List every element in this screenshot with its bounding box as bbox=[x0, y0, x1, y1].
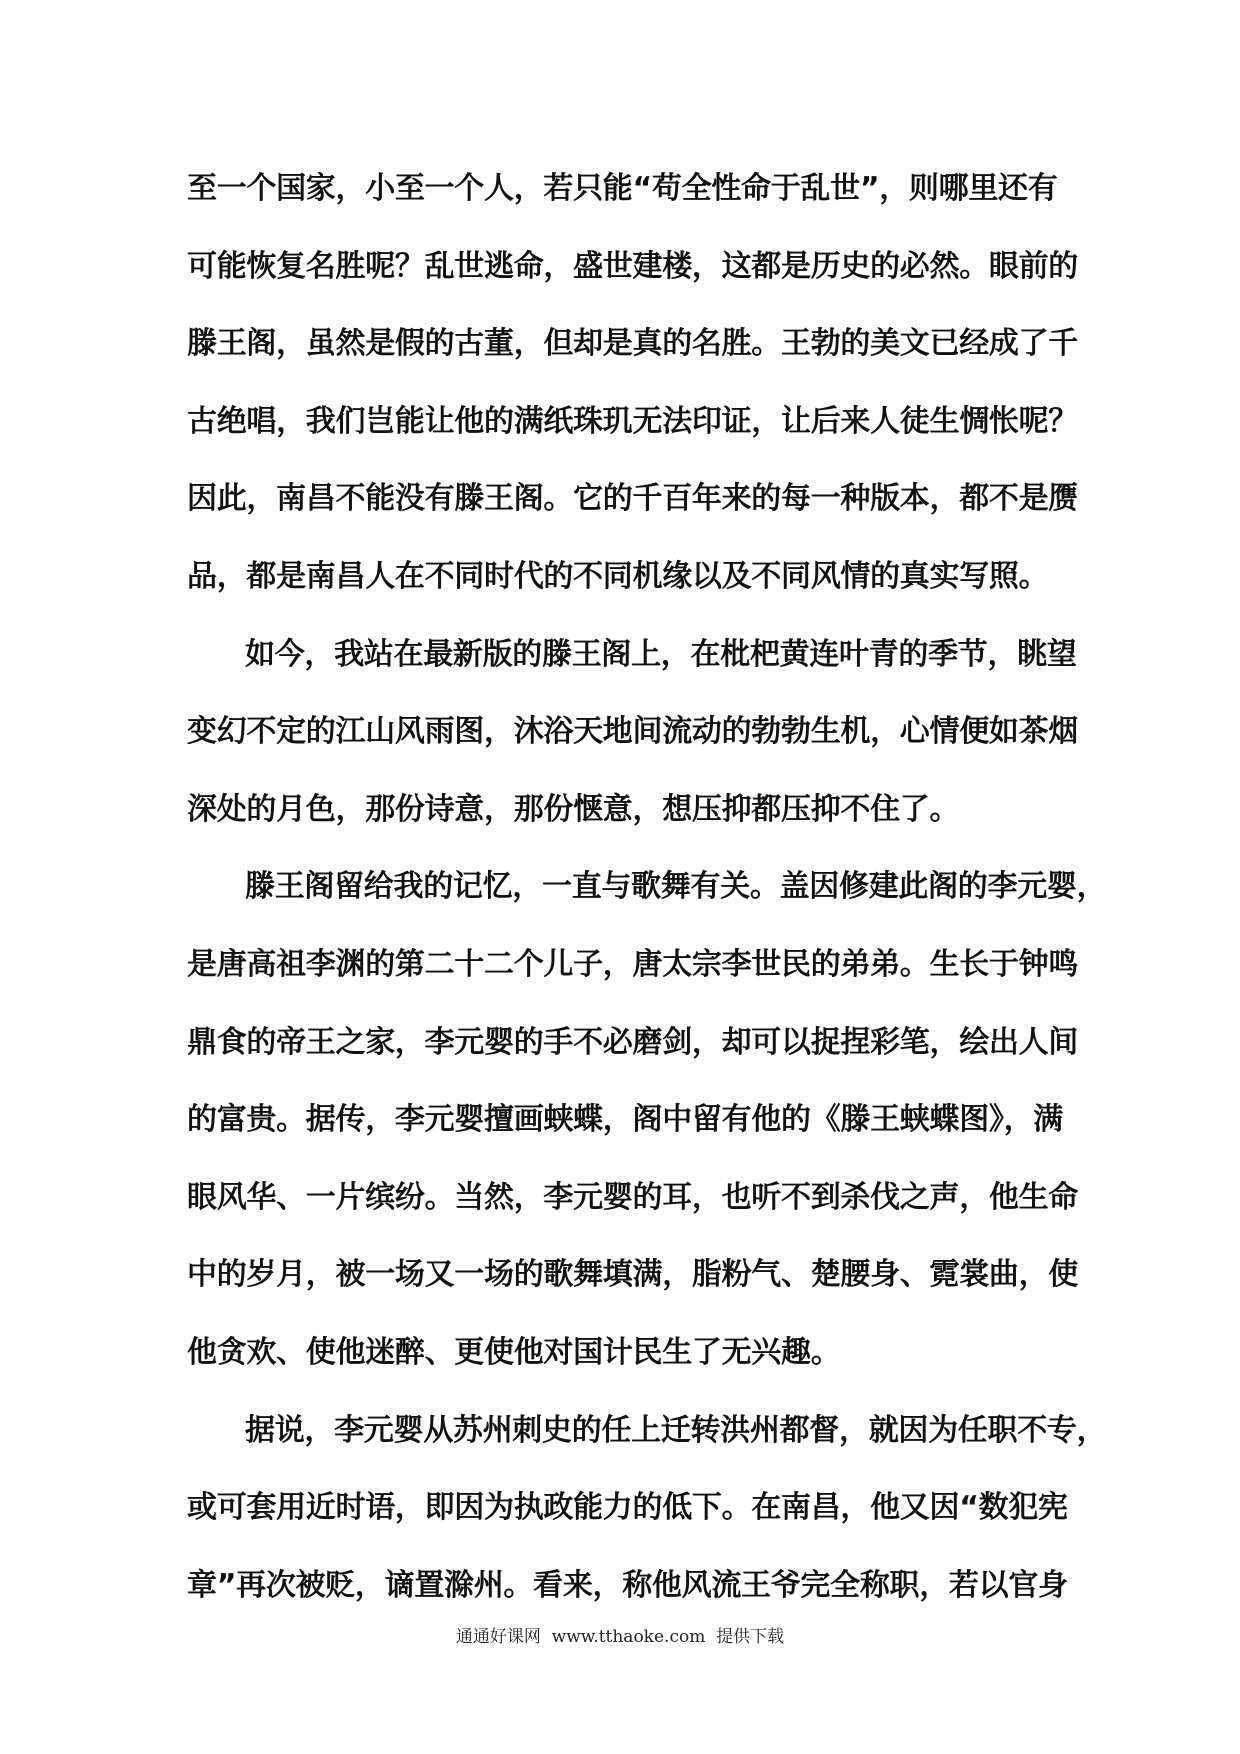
text-line: 因此，南昌不能没有滕王阁。它的千百年来的每一种版本，都不是赝 bbox=[187, 481, 1078, 517]
text-line: 滕王阁，虽然是假的古董，但却是真的名胜。王勃的美文已经成了千 bbox=[187, 326, 1078, 362]
text-line: 鼎食的帝王之家，李元婴的手不必磨剑，却可以捉捏彩笔，绘出人间 bbox=[187, 1024, 1078, 1060]
text-line: 深处的月色，那份诗意，那份惬意，想压抑都压抑不住了。 bbox=[187, 791, 960, 827]
text-line: 是唐高祖李渊的第二十二个儿子，唐太宗李世民的弟弟。生长于钟鸣 bbox=[187, 946, 1078, 982]
text-line: 章”再次被贬，谪置滁州。看来，称他风流王爷完全称职，若以官身 bbox=[187, 1567, 1068, 1603]
text-line: 古绝唱，我们岂能让他的满纸珠玑无法印证，让后来人徒生惆怅呢？ bbox=[187, 403, 1078, 439]
paragraph-first-line: 据说，李元婴从苏州刺史的任上迁转洪州都督，就因为任职不专， bbox=[245, 1412, 1107, 1448]
text-line: 的富贵。据传，李元婴擅画蛱蝶，阁中留有他的《滕王蛱蝶图》，满 bbox=[187, 1102, 1063, 1138]
page-footer bbox=[0, 1622, 1240, 1647]
text-line: 他贪欢、使他迷醉、更使他对国计民生了无兴趣。 bbox=[187, 1334, 841, 1370]
paragraph-first-line: 滕王阁留给我的记忆，一直与歌舞有关。盖因修建此阁的李元婴， bbox=[245, 869, 1107, 905]
text-line: 中的岁月，被一场又一场的歌舞填满，脂粉气、楚腰身、霓裳曲，使 bbox=[187, 1257, 1078, 1293]
footer-site-name: 通通好课网 bbox=[455, 1627, 541, 1647]
text-line: 至一个国家，小至一个人，若只能“苟全性命于乱世”，则哪里还有 bbox=[187, 171, 1058, 206]
text-line: 变幻不定的江山风雨图，沐浴天地间流动的勃勃生机，心情便如茶烟 bbox=[187, 714, 1078, 750]
footer-url: www.tthaoke.com bbox=[551, 1627, 706, 1647]
text-line: 品，都是南昌人在不同时代的不同机缘以及不同风情的真实写照。 bbox=[187, 558, 1049, 594]
footer-suffix: 提供下载 bbox=[716, 1627, 785, 1647]
document-body bbox=[187, 150, 1107, 1624]
text-line: 或可套用近时语，即因为执政能力的低下。在南昌，他又因“数犯宪 bbox=[187, 1490, 1068, 1526]
text-line: 可能恢复名胜呢？乱世逃命，盛世建楼，这都是历史的必然。眼前的 bbox=[187, 248, 1078, 284]
text-line: 眼风华、一片缤纷。当然，李元婴的耳，也听不到杀伐之声，他生命 bbox=[187, 1179, 1078, 1215]
paragraph-first-line: 如今，我站在最新版的滕王阁上，在枇杷黄连叶青的季节，眺望 bbox=[245, 636, 1077, 672]
